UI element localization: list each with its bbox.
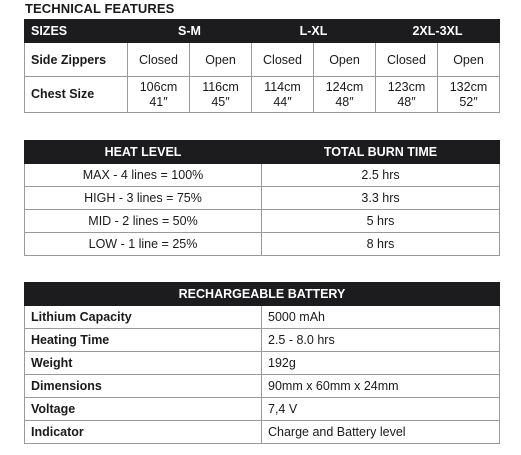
page-title: TECHNICAL FEATURES: [25, 1, 175, 16]
zipper-cell: Open: [314, 43, 376, 77]
heat-level-cell: HIGH - 3 lines = 75%: [25, 187, 262, 210]
burn-time-header: TOTAL BURN TIME: [262, 141, 500, 164]
chest-cell: [128, 77, 190, 113]
zipper-cell: Closed: [252, 43, 314, 77]
chest-cm: 124cm: [325, 79, 364, 94]
burn-time-cell: 2.5 hrs: [262, 164, 500, 187]
chest-cell: [438, 77, 500, 113]
battery-row: [25, 421, 500, 444]
battery-value: 192g: [262, 352, 500, 375]
chest-cell: [190, 77, 252, 113]
battery-label: Voltage: [25, 398, 262, 421]
side-zippers-label: Side Zippers: [25, 43, 128, 77]
heat-level-cell: MAX - 4 lines = 100%: [25, 164, 262, 187]
chest-in: 48″: [397, 94, 416, 109]
battery-label: Dimensions: [25, 375, 262, 398]
chest-cell: [252, 77, 314, 113]
battery-label: Lithium Capacity: [25, 306, 262, 329]
heat-level-header: HEAT LEVEL: [25, 141, 262, 164]
side-zippers-row: [25, 43, 500, 77]
battery-value: 7,4 V: [262, 398, 500, 421]
chest-in: 48″: [335, 94, 354, 109]
chest-cm: 123cm: [387, 79, 426, 94]
size-group-header: L-XL: [252, 20, 376, 43]
burn-time-cell: 8 hrs: [262, 233, 500, 256]
battery-value: Charge and Battery level: [262, 421, 500, 444]
heat-row: [25, 210, 500, 233]
heat-level-table: [24, 140, 500, 256]
burn-time-cell: 3.3 hrs: [262, 187, 500, 210]
sizes-header-row: [25, 20, 500, 43]
battery-value: 90mm x 60mm x 24mm: [262, 375, 500, 398]
battery-table: [24, 282, 500, 444]
chest-size-label: Chest Size: [25, 77, 128, 113]
heat-level-cell: MID - 2 lines = 50%: [25, 210, 262, 233]
chest-cm: 116cm: [202, 79, 239, 94]
chest-cm: 132cm: [449, 79, 488, 94]
battery-row: [25, 352, 500, 375]
size-group-header: S-M: [128, 20, 252, 43]
size-group-header: 2XL-3XL: [376, 20, 500, 43]
heat-level-cell: LOW - 1 line = 25%: [25, 233, 262, 256]
heat-header-row: [25, 141, 500, 164]
battery-row: [25, 398, 500, 421]
battery-label: Heating Time: [25, 329, 262, 352]
battery-value: 5000 mAh: [262, 306, 500, 329]
chest-in: 45″: [211, 94, 230, 109]
battery-row: [25, 306, 500, 329]
battery-header-row: [25, 283, 500, 306]
battery-row: [25, 329, 500, 352]
sizes-table: [24, 19, 500, 113]
chest-cm: 106cm: [139, 79, 178, 94]
heat-row: [25, 164, 500, 187]
battery-label: Indicator: [25, 421, 262, 444]
battery-row: [25, 375, 500, 398]
burn-time-cell: 5 hrs: [262, 210, 500, 233]
battery-header: RECHARGEABLE BATTERY: [25, 283, 500, 306]
chest-cm: 114cm: [264, 79, 301, 94]
chest-cell: [314, 77, 376, 113]
battery-value: 2.5 - 8.0 hrs: [262, 329, 500, 352]
sizes-corner-header: SIZES: [25, 20, 128, 43]
zipper-cell: Closed: [376, 43, 438, 77]
chest-cell: [376, 77, 438, 113]
chest-size-row: [25, 77, 500, 113]
heat-row: [25, 233, 500, 256]
chest-in: 52″: [459, 94, 478, 109]
chest-in: 41″: [149, 94, 168, 109]
chest-in: 44″: [273, 94, 292, 109]
zipper-cell: Open: [438, 43, 500, 77]
zipper-cell: Open: [190, 43, 252, 77]
heat-row: [25, 187, 500, 210]
zipper-cell: Closed: [128, 43, 190, 77]
battery-label: Weight: [25, 352, 262, 375]
